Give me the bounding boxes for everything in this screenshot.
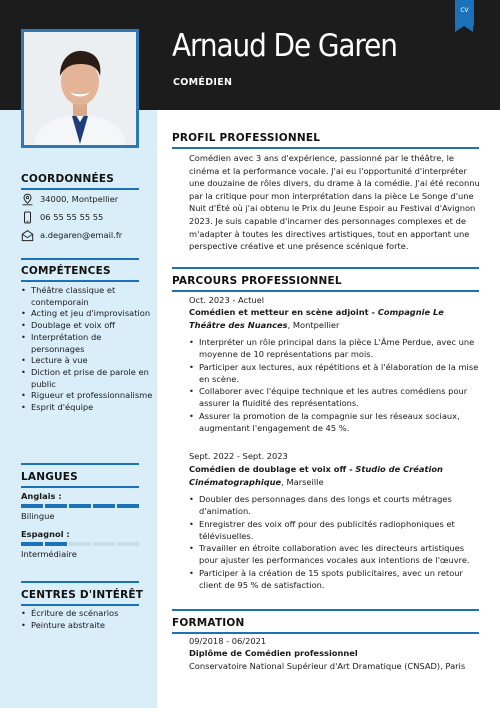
language-level-segment [93,504,115,508]
contact-address-text: 34000, Montpellier [40,194,119,204]
education-degree: Diplôme de Comédien professionnel [189,648,358,658]
list-item: • Enregistrer des voix off pour des publicités radiophoniques et télévisuelles. [189,518,481,543]
cv-badge-label: CV [460,7,469,14]
skills-section-rule [21,280,139,282]
contact-address [21,192,151,206]
job-1-dates: Oct. 2023 - Actuel [189,295,265,305]
job-1-role: Comédien et metteur en scène adjoint - [189,307,378,317]
education-section-title: FORMATION [172,617,245,629]
education-section-rule [172,632,479,634]
email-icon [21,229,34,242]
languages-section-rule [21,486,139,488]
education-section-top-rule [172,609,479,611]
job-1-company: Compagnie Le Théâtre des Nuances [189,307,444,330]
language-level-segment [21,542,43,546]
languages-section-top-rule [21,463,139,465]
contact-phone [21,210,151,224]
skills-section-top-rule [21,258,139,260]
contact-section-rule [21,188,139,190]
list-item: • Assurer la promotion de la compagnie sur les réseaux sociaux, augmentant l'engagement de 45 %. [189,410,481,435]
language-level-segment [93,542,115,546]
list-item: • Écriture de scénarios [21,608,153,620]
list-item: • Rigueur et professionnalisme [21,390,153,402]
language-level-segment [45,542,67,546]
job-title: COMÉDIEN [173,77,233,88]
list-item: • Théâtre classique et contemporain [21,285,153,308]
language-level-english: Bilingue [21,511,55,521]
language-level-segment [45,504,67,508]
list-item: • Collaborer avec l'équipe technique et les autres comédiens pour assurer la fluidité des représentations. [189,385,481,410]
skills-section-title: COMPÉTENCES [21,265,111,277]
list-item: • Doubler des personnages dans des longs et courts métrages d'animation. [189,493,481,518]
profile-section-rule [172,147,479,149]
contact-email[interactable] [21,228,151,242]
language-level-bar-english [21,504,139,508]
cv-bookmark-badge [455,0,474,26]
language-name-english: Anglais : [21,491,62,501]
location-icon [21,193,34,206]
job-2-title [189,463,481,488]
contact-section-title: COORDONNÉES [21,173,114,185]
experience-section-title: PARCOURS PROFESSIONNEL [172,275,342,287]
language-level-segment [21,504,43,508]
job-2-dates: Sept. 2022 - Sept. 2023 [189,451,288,461]
language-level-spanish: Intermédiaire [21,549,77,559]
list-item: • Acting et jeu d'improvisation [21,308,153,320]
list-item: • Peinture abstraite [21,620,153,632]
job-1-tasks [189,336,481,434]
language-level-segment [117,504,139,508]
profile-summary: Comédien avec 3 ans d'expérience, passionné par le théâtre, le cinéma et la performance vocale. J'ai eu l'opportunité d'interpréter une douzaine de rôles divers, du drame à la comédie. J'ai été reconnu par la critique pour mon interprétation dans la pièce Le Songe d'une Nuit d'Été où j'ai obtenu le Prix du Jeune Espoir au Festival d'Avignon 2023. Je suis capable d'incarner des personnages complexes et de m'adapter à toutes les directives artistiques, tout en apportant une perspective créative et une présence scénique forte. [189,153,480,252]
interests-section-title: CENTRES D'INTÉRÊT [21,589,144,601]
list-item: • Doublage et voix off [21,320,153,332]
language-level-segment [69,504,91,508]
list-item: • Esprit d'équipe [21,402,153,414]
languages-section-title: LANGUES [21,471,78,483]
portrait-icon [24,32,136,145]
profile-photo-frame [21,29,139,148]
job-2-tasks [189,493,481,591]
language-level-segment [69,542,91,546]
language-level-segment [117,542,139,546]
job-1-location: , Montpellier [287,319,340,330]
interests-list [21,608,153,631]
list-item: • Interpréter un rôle principal dans la pièce L'Âme Perdue, avec une moyenne de 10 représentations par mois. [189,336,481,361]
phone-icon [21,211,34,224]
education-school: Conservatoire National Supérieur d'Art Dramatique (CNSAD), Paris [189,661,466,671]
education-dates: 09/2018 - 06/2021 [189,636,267,646]
experience-section-top-rule [172,267,479,269]
list-item: • Lecture à vue [21,355,153,367]
interests-section-rule [21,604,139,606]
job-2-location: , Marseille [281,476,324,487]
language-level-bar-spanish [21,542,139,546]
profile-section-title: PROFIL PROFESSIONNEL [172,132,321,144]
list-item: • Participer à la création de 15 spots publicitaires, avec un retour client de 95 % de satisfaction. [189,567,481,592]
skills-list [21,285,153,414]
list-item: • Interprétation de personnages [21,332,153,355]
list-item: • Participer aux lectures, aux répétitions et à l'élaboration de la mise en scène. [189,361,481,386]
job-1-title [189,306,481,331]
job-2-company: Studio de Création Cinématographique [189,464,443,487]
interests-section-top-rule [21,581,139,583]
list-item: • Travailler en étroite collaboration avec les directeurs artistiques pour ajuster les performances vocales aux intentions de l'œuvre. [189,542,481,567]
list-item: • Diction et prise de parole en public [21,367,153,390]
job-2-role: Comédien de doublage et voix off - [189,464,356,474]
experience-section-rule [172,290,479,292]
contact-email-text[interactable]: a.degaren@email.fr [40,230,123,240]
language-name-spanish: Espagnol : [21,529,70,539]
profile-photo [24,32,136,145]
contact-phone-text: 06 55 55 55 55 [40,212,104,222]
candidate-name: Arnaud De Garen [172,28,397,64]
